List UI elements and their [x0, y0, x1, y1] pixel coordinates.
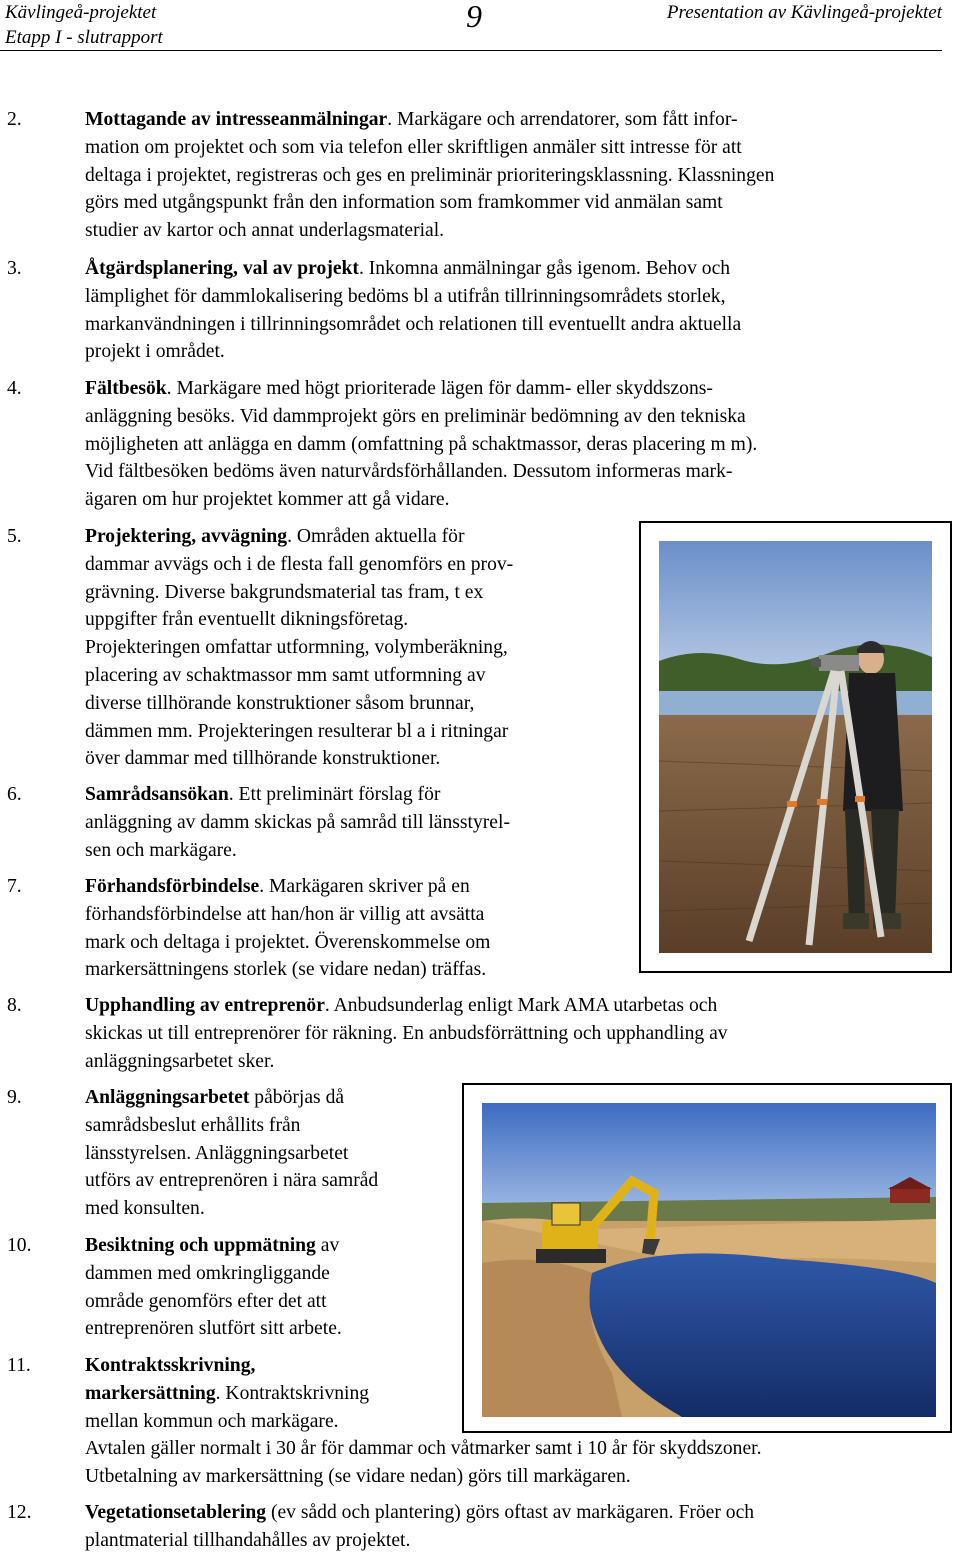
item-number: 2.	[7, 109, 22, 130]
item-title: Fältbesök	[85, 378, 167, 399]
item-number: 10.	[7, 1235, 32, 1256]
page-number: 9	[466, 0, 482, 34]
item-number: 7.	[7, 876, 22, 897]
header-project-name: Kävlingeå-projektet	[5, 2, 157, 23]
item-number: 8.	[7, 995, 22, 1016]
item-title: Besiktning och uppmätning	[85, 1235, 316, 1256]
photo-surveyor-frame	[639, 521, 952, 973]
header-report-name: Etapp I - slutrapport	[5, 27, 163, 48]
running-header-left	[5, 0, 163, 50]
item-title: Mottagande av intresseanmälningar	[85, 109, 388, 130]
excavator-photo	[482, 1103, 936, 1417]
item-title: Upphandling av entreprenör	[85, 995, 325, 1016]
item-title: Förhandsförbindelse	[85, 876, 260, 897]
item-title: Kontraktsskrivning,	[85, 1355, 256, 1376]
surveyor-photo	[659, 541, 932, 953]
item-number: 3.	[7, 258, 22, 279]
item-title: Samrådsansökan	[85, 784, 229, 805]
running-header-right: Presentation av Kävlingeå-projektet	[666, 2, 942, 23]
photo-excavator-frame	[462, 1083, 952, 1433]
item-number: 9.	[7, 1087, 22, 1108]
item-number: 4.	[7, 378, 22, 399]
item-number: 6.	[7, 784, 22, 805]
item-title: Åtgärdsplanering, val av projekt	[85, 258, 359, 279]
item-title: Vegetationsetablering	[85, 1502, 267, 1523]
item-number: 5.	[7, 526, 22, 547]
item-title-continued: markersättning	[85, 1382, 216, 1404]
item-title: Anläggningsarbetet	[85, 1087, 250, 1108]
item-number: 11.	[7, 1355, 31, 1376]
item-title: Projektering, avvägning	[85, 526, 288, 547]
item-number: 12.	[7, 1502, 32, 1523]
header-rule	[0, 50, 942, 51]
